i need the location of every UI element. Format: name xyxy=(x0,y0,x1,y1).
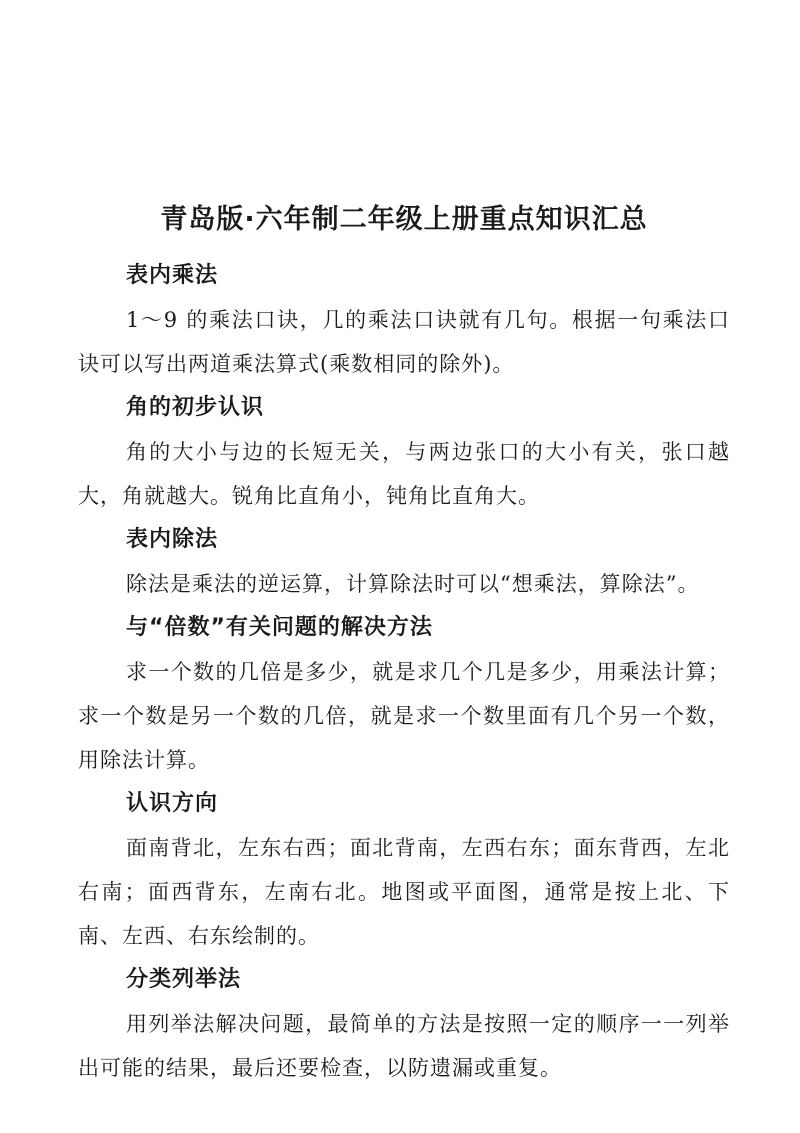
section-body: 面南背北，左东右西；面北背南，左西右东；面东背西，左北右南；面西背东，左南右北。地图或平面图，通常是按上北、下南、左西、右东绘制的。 xyxy=(78,836,730,948)
document-page xyxy=(78,196,730,1090)
page-title: 青岛版·六年制二年级上册重点知识汇总 xyxy=(160,204,648,235)
section-body: 角的大小与边的长短无关，与两边张口的大小有关，张口越大，角就越大。锐角比直角小，钝角比直角大。 xyxy=(78,440,730,508)
section-body: 求一个数的几倍是多少，就是求几个几是多少，用乘法计算；求一个数是另一个数的几倍，就是求一个数里面有几个另一个数，用除法计算。 xyxy=(78,660,730,772)
section-heading: 表内乘法 xyxy=(126,263,219,288)
section-heading: 分类列举法 xyxy=(126,967,242,992)
section-heading: 表内除法 xyxy=(126,527,219,552)
section-heading: 认识方向 xyxy=(126,791,219,816)
section-directions xyxy=(78,782,730,958)
section-body: 除法是乘法的逆运算，计算除法时可以“想乘法，算除法”。 xyxy=(126,572,700,596)
section-body: 1～9 的乘法口诀，几的乘法口诀就有几句。根据一句乘法口诀可以写出两道乘法算式(乘数相同的除外)。 xyxy=(78,308,730,376)
section-angles xyxy=(78,386,730,518)
section-multiples xyxy=(78,606,730,782)
section-multiplication xyxy=(78,254,730,386)
section-body: 用列举法解决问题，最简单的方法是按照一定的顺序一一列举出可能的结果，最后还要检查，以防遗漏或重复。 xyxy=(78,1012,730,1080)
section-heading: 角的初步认识 xyxy=(126,395,265,420)
section-enumeration xyxy=(78,958,730,1090)
section-division xyxy=(78,518,730,606)
section-heading: 与“倍数”有关问题的解决方法 xyxy=(126,615,433,640)
